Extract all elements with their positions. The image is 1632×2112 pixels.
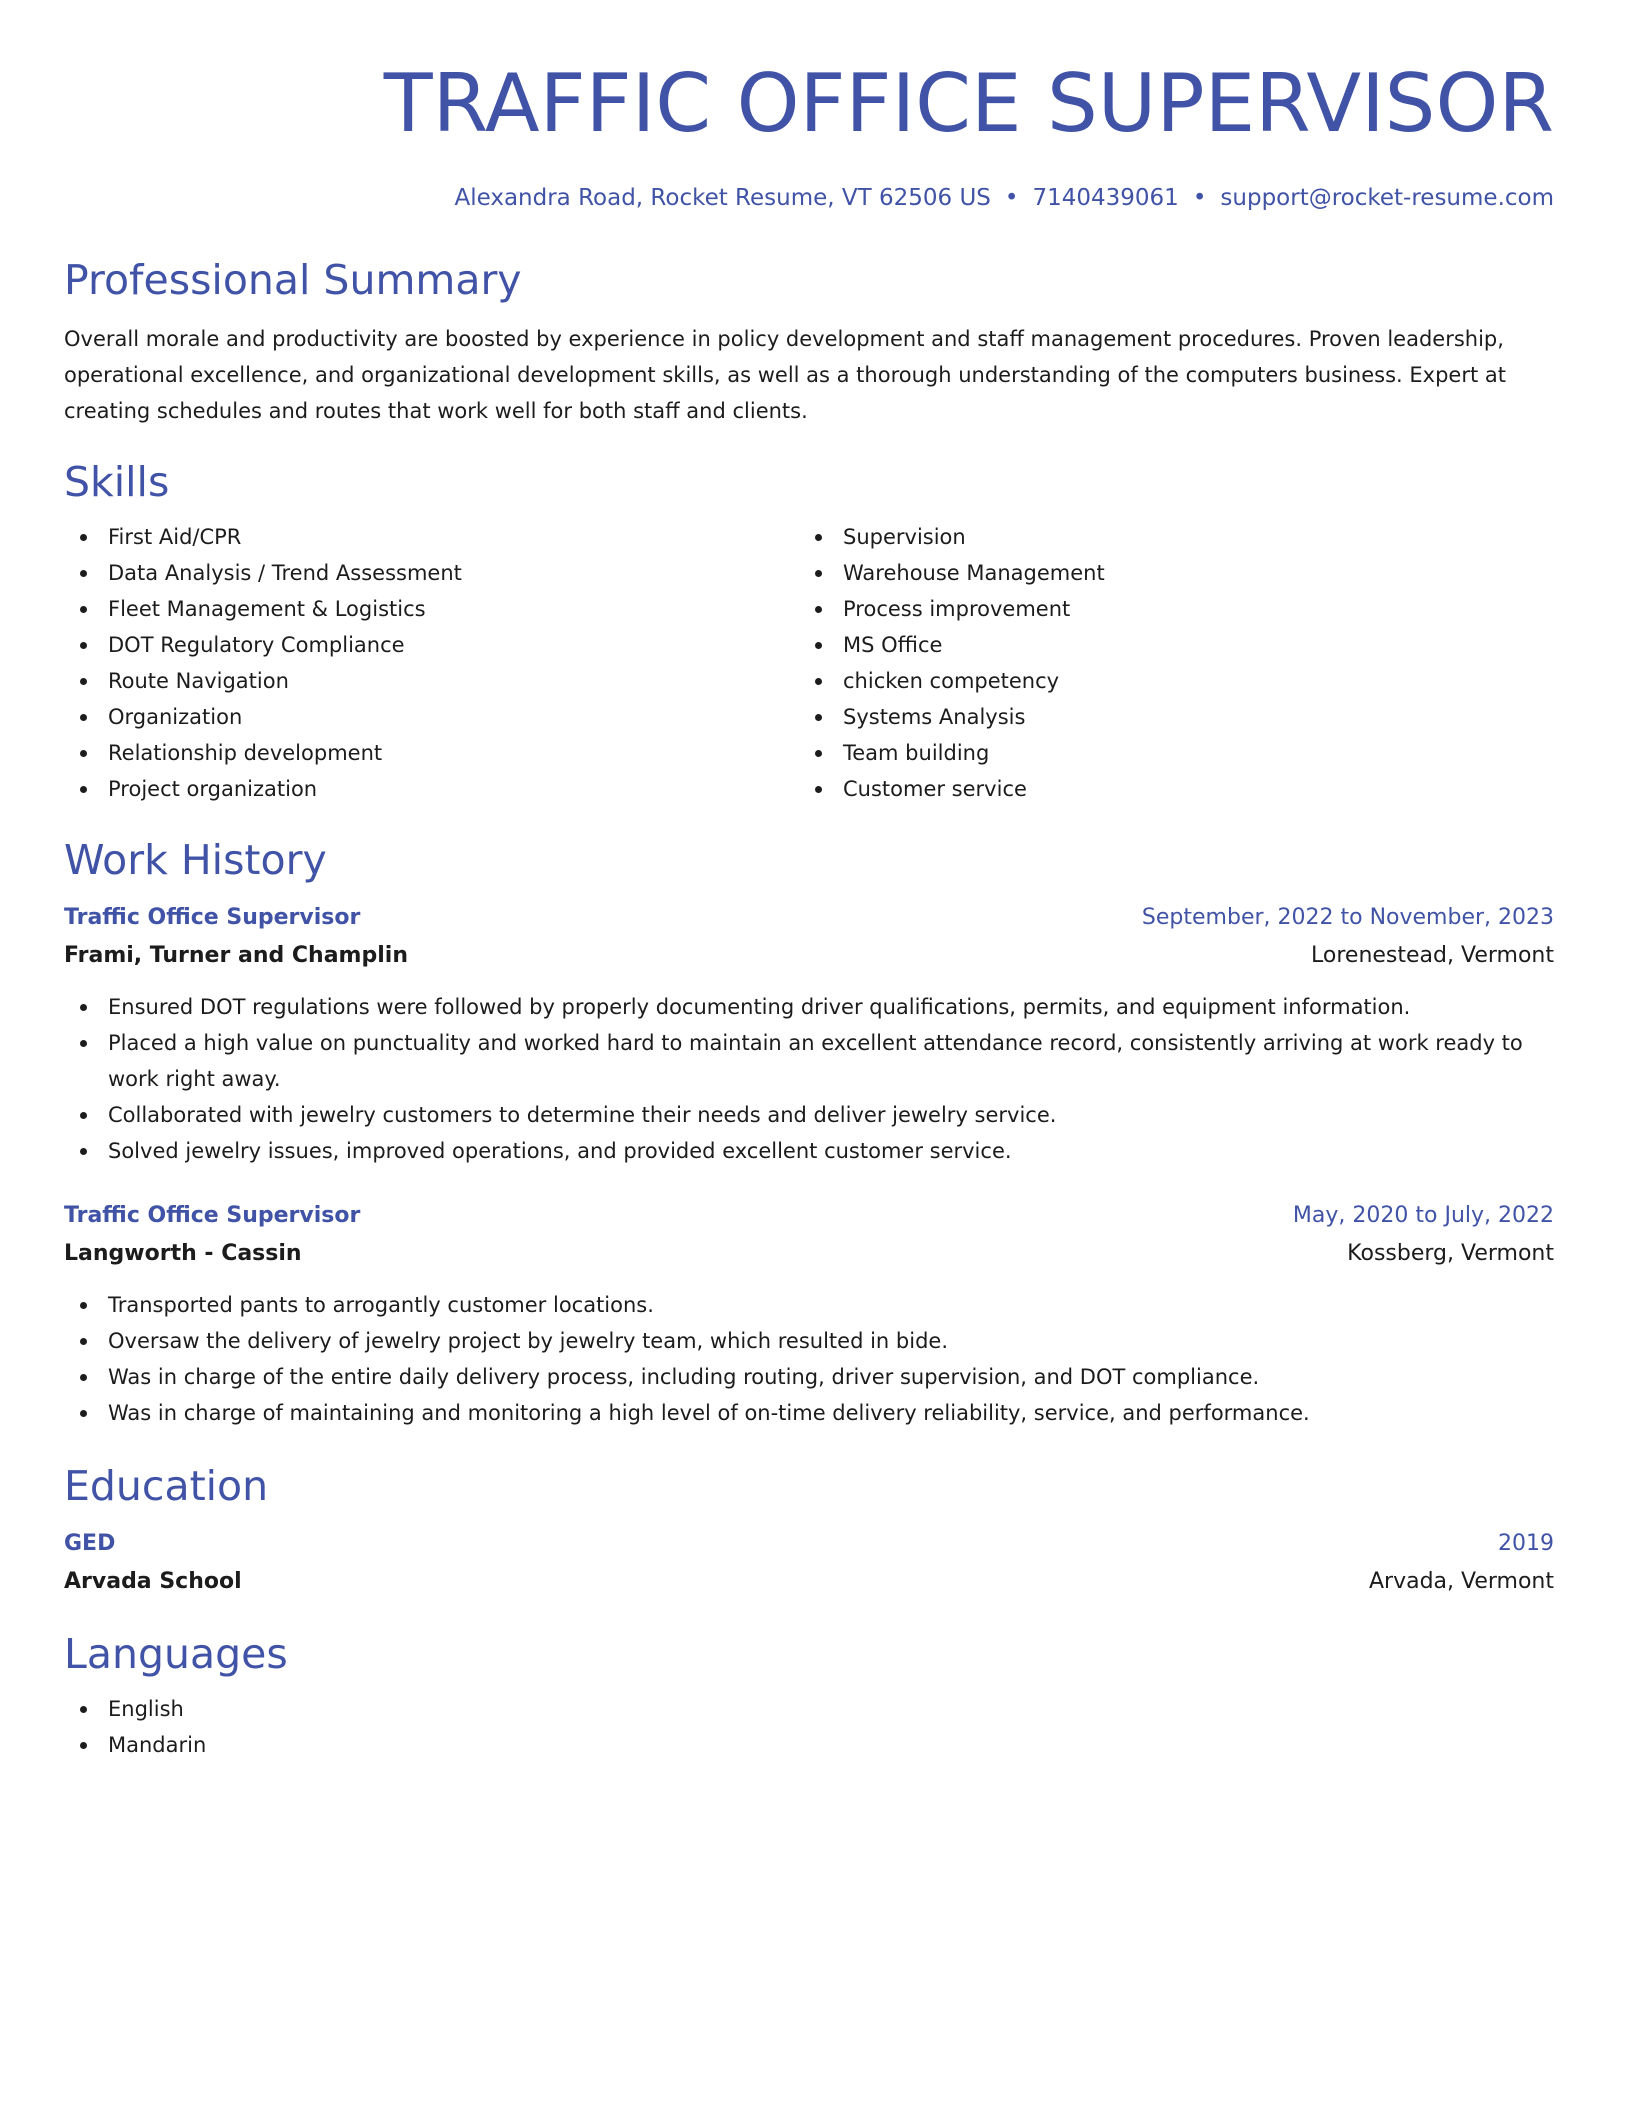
job-company-row xyxy=(64,1235,1554,1273)
job-bullet: Was in charge of maintaining and monitoring a high level of on-time delivery reliability, service, and performance. xyxy=(64,1395,1554,1431)
skill-item: DOT Regulatory Compliance xyxy=(64,627,799,663)
job-company: Frami, Turner and Champlin xyxy=(64,943,408,968)
education-entry xyxy=(64,1525,1554,1601)
language-item: Mandarin xyxy=(64,1727,1554,1763)
job-bullets xyxy=(64,1287,1554,1431)
job-company-row xyxy=(64,937,1554,975)
skill-item: Relationship development xyxy=(64,735,799,771)
job-bullets xyxy=(64,989,1554,1169)
job-dates: May, 2020 to July, 2022 xyxy=(1292,1203,1554,1228)
skills-column-left xyxy=(64,519,799,807)
contact-address: Alexandra Road, Rocket Resume, VT 62506 US xyxy=(454,185,991,211)
skill-item: Project organization xyxy=(64,771,799,807)
skill-item: Supervision xyxy=(799,519,1534,555)
job-bullet: Placed a high value on punctuality and worked hard to maintain an excellent attendance record, consistently arriving at work ready to work right away. xyxy=(64,1025,1554,1097)
skill-item: Warehouse Management xyxy=(799,555,1534,591)
job-title-row xyxy=(64,899,1554,937)
contact-line xyxy=(64,184,1554,212)
summary-text: Overall morale and productivity are boosted by experience in policy development and staff management procedures. Proven leadership, operational excellence, and organizational development skills, as well as a thorough understanding of the computers business. Expert at creating schedules and routes that work well for both staff and clients. xyxy=(64,327,1506,423)
job-dates: September, 2022 to November, 2023 xyxy=(1141,905,1554,930)
language-item: English xyxy=(64,1691,1554,1727)
skill-item: Customer service xyxy=(799,771,1534,807)
job-title: Traffic Office Supervisor xyxy=(64,905,361,930)
languages-list xyxy=(64,1691,1554,1763)
skill-item: Team building xyxy=(799,735,1534,771)
skill-item: Process improvement xyxy=(799,591,1534,627)
job-bullet: Solved jewelry issues, improved operations, and provided excellent customer service. xyxy=(64,1133,1554,1169)
skill-item: Route Navigation xyxy=(64,663,799,699)
summary-heading: Professional Summary xyxy=(64,256,522,304)
skill-item: Systems Analysis xyxy=(799,699,1534,735)
work-history-heading: Work History xyxy=(64,836,327,884)
job-location: Lorenestead, Vermont xyxy=(1311,943,1554,968)
education-heading: Education xyxy=(64,1462,269,1510)
resume-title: TRAFFIC OFFICE SUPERVISOR xyxy=(383,57,1554,150)
job-bullet: Transported pants to arrogantly customer locations. xyxy=(64,1287,1554,1323)
skill-item: Data Analysis / Trend Assessment xyxy=(64,555,799,591)
education-degree-row xyxy=(64,1525,1554,1563)
job-title: Traffic Office Supervisor xyxy=(64,1203,361,1228)
header xyxy=(64,58,1554,212)
job-bullet: Oversaw the delivery of jewelry project by jewelry team, which resulted in bide. xyxy=(64,1323,1554,1359)
skill-item: chicken competency xyxy=(799,663,1534,699)
job-title-row xyxy=(64,1197,1554,1235)
job-bullet: Collaborated with jewelry customers to determine their needs and deliver jewelry service. xyxy=(64,1097,1554,1133)
education-school-row xyxy=(64,1563,1554,1601)
languages-heading: Languages xyxy=(64,1630,288,1678)
skill-item: Fleet Management & Logistics xyxy=(64,591,799,627)
resume-page xyxy=(64,0,1554,1763)
education-location: Arvada, Vermont xyxy=(1368,1569,1554,1594)
skills-heading: Skills xyxy=(64,458,170,506)
skill-item: MS Office xyxy=(799,627,1534,663)
separator-dot: • xyxy=(1004,185,1019,211)
skill-item: First Aid/CPR xyxy=(64,519,799,555)
job-entry xyxy=(64,1197,1554,1431)
skills-section xyxy=(64,457,1554,807)
skills-grid xyxy=(64,519,1554,807)
job-location: Kossberg, Vermont xyxy=(1347,1241,1554,1266)
contact-phone: 7140439061 xyxy=(1032,185,1179,211)
skill-item: Organization xyxy=(64,699,799,735)
education-section xyxy=(64,1461,1554,1601)
separator-dot: • xyxy=(1192,185,1207,211)
education-school: Arvada School xyxy=(64,1569,242,1594)
skills-column-right xyxy=(799,519,1534,807)
contact-email[interactable]: support@rocket-resume.com xyxy=(1220,185,1554,211)
education-degree: GED xyxy=(64,1531,116,1556)
job-entry xyxy=(64,899,1554,1169)
education-year: 2019 xyxy=(1498,1531,1554,1556)
languages-section xyxy=(64,1629,1554,1763)
work-history-section xyxy=(64,835,1554,1431)
summary-section xyxy=(64,255,1554,429)
job-bullet: Ensured DOT regulations were followed by properly documenting driver qualifications, permits, and equipment information. xyxy=(64,989,1554,1025)
job-company: Langworth - Cassin xyxy=(64,1241,302,1266)
job-bullet: Was in charge of the entire daily delivery process, including routing, driver supervision, and DOT compliance. xyxy=(64,1359,1554,1395)
